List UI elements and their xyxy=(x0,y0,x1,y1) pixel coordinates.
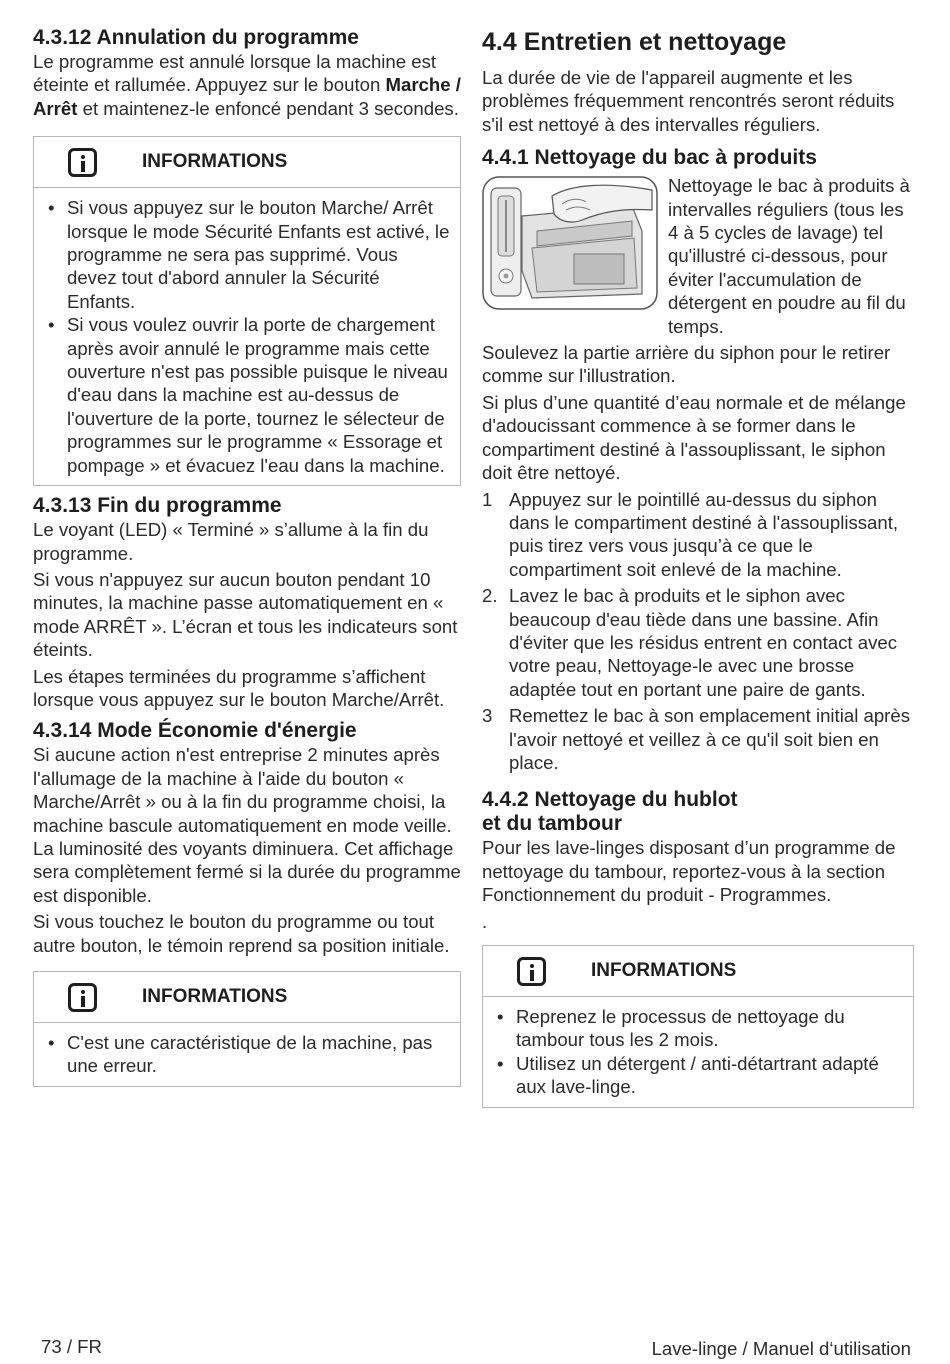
heading-4-3-13: 4.3.13 Fin du programme xyxy=(33,494,282,518)
bold-button-name: Marche / Arrêt xyxy=(33,74,461,119)
info-list xyxy=(34,188,460,485)
paragraph: Si vous n'appuyez sur aucun bouton pendant 10 minutes, la machine passe automatiquement en « mode ARRÊT ». L’écran et tous les indicateurs sont éteints. xyxy=(33,568,458,661)
paragraph: Pour les lave-linges disposant d’un programme de nettoyage du tambour, reportez-vous à la section Fonctionnement du produit - Programmes. xyxy=(482,837,896,906)
info-list xyxy=(34,1023,460,1086)
footer-title: Lave-linge / Manuel d‘utilisation xyxy=(651,1338,911,1359)
paragraph-cancel-program xyxy=(33,50,461,120)
steps-list xyxy=(482,488,914,775)
text-span: Le programme est annulé lorsque la machine est éteinte et rallumée. Appuyez sur le bouton xyxy=(33,51,437,96)
right-column xyxy=(482,26,914,1116)
info-box xyxy=(33,971,461,1087)
paragraph: . xyxy=(482,910,488,932)
info-icon xyxy=(68,148,97,177)
step-item xyxy=(482,488,914,582)
paragraph: Soulevez la partie arrière du siphon pour le retirer comme sur l'illustration. xyxy=(482,342,891,387)
paragraph: Les étapes terminées du programme s’affichent lorsque vous appuyez sur le bouton Marche/Arrêt. xyxy=(33,665,445,710)
step-item xyxy=(482,584,914,701)
heading-4-3-12: 4.3.12 Annulation du programme xyxy=(33,26,359,49)
info-box-title: INFORMATIONS xyxy=(142,151,288,173)
info-box xyxy=(33,136,461,486)
step-text: Appuyez sur le pointillé au-dessus du siphon dans le compartiment destiné à l'assouplissant, puis tirez vers vous jusqu’à ce que le compartiment soit enlevé de la machine. xyxy=(509,488,899,580)
paragraph: Si aucune action n'est entreprise 2 minutes après l'allumage de la machine à l'aide du bouton « Marche/Arrêt » ou à la fin du programme choisi, la machine bascule automatiquement en mode veille. La luminosité des voyants diminuera. Cet affichage sera complètement fermé si la durée du programme est disponible. xyxy=(33,744,461,906)
paragraph: Si plus d’une quantité d’eau normale et de mélange d'adoucissant commence à se former dans le compartiment destiné à l'assouplissant, le siphon doit être nettoyé. xyxy=(482,391,906,484)
info-item: • C'est une caractéristique de la machine, pas une erreur. xyxy=(48,1031,450,1078)
left-column xyxy=(33,26,461,1095)
step-item xyxy=(482,704,914,774)
info-box-header xyxy=(34,972,460,1023)
step-number: 2. xyxy=(482,585,498,607)
info-icon xyxy=(517,957,546,986)
text-span: et maintenez-le enfoncé pendant 3 secondes. xyxy=(77,97,459,119)
info-box xyxy=(482,945,914,1108)
step-number: 3 xyxy=(482,705,493,727)
info-box-header xyxy=(483,946,913,997)
step-text: Remettez le bac à son emplacement initial après l'avoir nettoyé et veillez à ce qu'il soit bien en place. xyxy=(509,705,911,773)
heading-line: 4.4.2 Nettoyage du hublot xyxy=(482,788,738,812)
info-item: • Si vous voulez ouvrir la porte de chargement après avoir annulé le programme mais cette ouverture n'est pas possible puisque le niveau d'eau dans la machine est au-dessus de l'ouverture de la porte, tournez le sélecteur de programmes sur le programme « Essorage et pompage » et évacuez l'eau dans la machine. xyxy=(48,313,450,477)
paragraph: Le voyant (LED) « Terminé » s’allume à la fin du programme. xyxy=(33,519,429,564)
info-box-header xyxy=(34,137,460,188)
info-item: • Si vous appuyez sur le bouton Marche/ Arrêt lorsque le mode Sécurité Enfants est activé, le programme ne sera pas supprimé. Vous devez tout d'abord annuler la Sécurité Enfants. xyxy=(48,196,450,313)
info-box-title: INFORMATIONS xyxy=(591,960,737,981)
figure-caption-text: Nettoyage le bac à produits à intervalles réguliers (tous les 4 à 5 cycles de lavage) tel qu'illustré ci-dessous, pour éviter l'accumulation de détergent en poudre au fil du temps. xyxy=(668,175,910,337)
info-box-title: INFORMATIONS xyxy=(142,986,288,1007)
heading-4-3-14: 4.3.14 Mode Économie d'énergie xyxy=(33,719,357,743)
step-text: Lavez le bac à produits et le siphon avec beaucoup d'eau tiède dans une bassine. Afin d'éviter que les résidus entrent en contact avec votre peau, Nettoyage-le avec une brosse adaptée tout en portant une paire de gants. xyxy=(509,585,898,700)
page-number: 73 / FR xyxy=(41,1336,102,1357)
paragraph: Si vous touchez le bouton du programme ou tout autre bouton, le témoin reprend sa position initiale. xyxy=(33,911,450,956)
figure-block xyxy=(482,174,914,341)
info-icon xyxy=(68,983,97,1012)
step-number: 1 xyxy=(482,488,493,510)
detergent-drawer-illustration xyxy=(482,176,658,310)
heading-line: et du tambour xyxy=(482,812,622,836)
paragraph: La durée de vie de l'appareil augmente et les problèmes fréquemment rencontrés seront réduits s'il est nettoyé à des intervalles réguliers. xyxy=(482,67,895,135)
heading-4-4-1: 4.4.1 Nettoyage du bac à produits xyxy=(482,146,817,170)
info-list xyxy=(483,997,913,1107)
heading-4-4-2 xyxy=(482,788,914,836)
info-item: • Utilisez un détergent / anti-détartrant adapté aux lave-linge. xyxy=(497,1052,903,1099)
heading-4-4: 4.4 Entretien et nettoyage xyxy=(482,28,787,56)
info-item: • Reprenez le processus de nettoyage du tambour tous les 2 mois. xyxy=(497,1005,903,1052)
